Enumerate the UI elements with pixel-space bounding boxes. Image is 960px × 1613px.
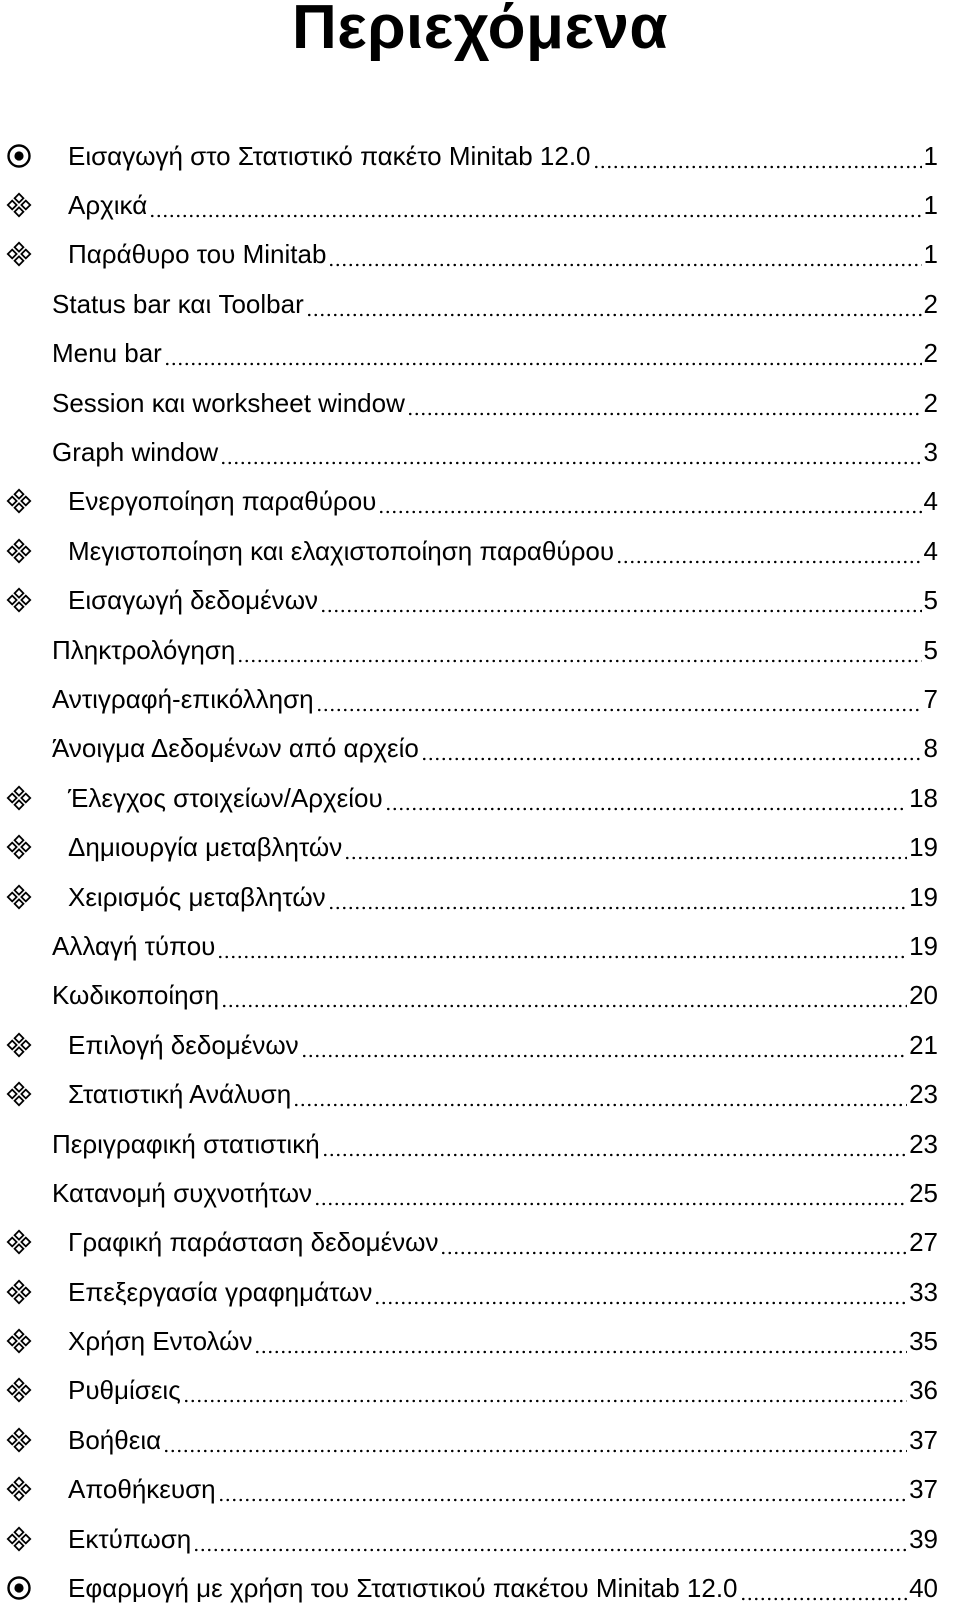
dot-leader — [218, 1473, 907, 1505]
subsection-bullet — [4, 1079, 34, 1109]
toc-entry-title: Menu bar — [52, 338, 162, 369]
four-diamond-bullet-icon — [6, 1081, 32, 1107]
toc-entry-body — [52, 329, 938, 378]
toc-entry[interactable] — [0, 625, 960, 674]
toc-entry-page-number: 5 — [923, 585, 938, 616]
toc-entry-title: Εισαγωγή δεδομένων — [68, 585, 319, 616]
subsection-bullet — [4, 486, 34, 516]
four-diamond-bullet-icon — [6, 587, 32, 613]
toc-entry-title: Στατιστική Ανάλυση — [68, 1079, 292, 1110]
dot-leader — [320, 584, 921, 616]
toc-entry-page-number: 4 — [923, 486, 938, 517]
toc-entry-page-number: 23 — [909, 1128, 938, 1159]
toc-entry-page-number: 27 — [909, 1227, 938, 1258]
toc-entry-title: Επιλογή δεδομένων — [68, 1029, 299, 1060]
toc-entry[interactable] — [0, 674, 960, 723]
toc-entry-page-number: 3 — [923, 437, 938, 468]
toc-entry-body — [68, 773, 938, 822]
dot-leader — [220, 436, 921, 468]
toc-entry[interactable] — [0, 773, 960, 822]
toc-entry-title: Πληκτρολόγηση — [52, 634, 236, 665]
toc-entry-body — [68, 1366, 938, 1415]
dot-leader — [221, 979, 907, 1011]
toc-entry[interactable] — [0, 724, 960, 773]
dot-leader — [407, 387, 922, 419]
toc-entry-page-number: 19 — [909, 832, 938, 863]
toc-entry-body — [68, 1465, 938, 1514]
toc-entry-page-number: 36 — [909, 1375, 938, 1406]
four-diamond-bullet-icon — [6, 241, 32, 267]
toc-entry[interactable] — [0, 329, 960, 378]
toc-entry-title: Status bar και Toolbar — [52, 288, 304, 319]
dot-leader — [344, 831, 907, 863]
toc-entry[interactable] — [0, 1366, 960, 1415]
dot-leader — [149, 189, 921, 221]
toc-entry-title: Αλλαγή τύπου — [52, 930, 216, 961]
toc-entry-body — [52, 674, 938, 723]
toc-entry[interactable] — [0, 1316, 960, 1365]
section-bullet — [4, 141, 34, 171]
toc-entry-title: Μεγιστοποίηση και ελαχιστοποίηση παραθύρου — [68, 535, 615, 566]
toc-entry-body — [52, 1119, 938, 1168]
dot-leader — [440, 1226, 907, 1258]
toc-entry-title: Επεξεργασία γραφημάτων — [68, 1276, 373, 1307]
dot-leader — [385, 782, 907, 814]
toc-entry[interactable] — [0, 1514, 960, 1563]
subsection-bullet — [4, 1277, 34, 1307]
toc-entry-title: Χειρισμός μεταβλητών — [68, 881, 326, 912]
four-diamond-bullet-icon — [6, 785, 32, 811]
toc-entry-body — [68, 1069, 938, 1118]
toc-entry-page-number: 1 — [923, 239, 938, 270]
toc-entry-body — [68, 1563, 938, 1612]
dot-leader — [237, 634, 921, 666]
toc-entry[interactable] — [0, 131, 960, 180]
toc-entry[interactable] — [0, 1069, 960, 1118]
toc-entry-title: Ενεργοποίηση παραθύρου — [68, 486, 377, 517]
toc-entry[interactable] — [0, 872, 960, 921]
dot-leader — [293, 1078, 907, 1110]
four-diamond-bullet-icon — [6, 884, 32, 910]
toc-entry-body — [68, 872, 938, 921]
toc-entry[interactable] — [0, 1168, 960, 1217]
section-bullet — [4, 1573, 34, 1603]
four-diamond-bullet-icon — [6, 1279, 32, 1305]
toc-entry[interactable] — [0, 576, 960, 625]
toc-entry-title: Session και worksheet window — [52, 387, 405, 418]
four-diamond-bullet-icon — [6, 1476, 32, 1502]
toc-entry-body — [68, 230, 938, 279]
toc-entry-title: Γραφική παράσταση δεδομένων — [68, 1227, 439, 1258]
toc-entry-body — [52, 971, 938, 1020]
toc-entry-body — [68, 822, 938, 871]
subsection-bullet — [4, 239, 34, 269]
toc-entry[interactable] — [0, 526, 960, 575]
dot-leader — [301, 1029, 907, 1061]
toc-entry-title: Βοήθεια — [68, 1424, 162, 1455]
toc-entry-page-number: 23 — [909, 1079, 938, 1110]
toc-entry-body — [68, 1218, 938, 1267]
toc-entry-title: Εισαγωγή στο Στατιστικό πακέτο Minitab 12.0 — [68, 140, 591, 171]
toc-entry-title: Κωδικοποίηση — [52, 980, 220, 1011]
dot-leader — [254, 1325, 907, 1357]
toc-entry-body — [68, 1514, 938, 1563]
dot-leader — [421, 732, 922, 764]
subsection-bullet — [4, 1227, 34, 1257]
toc-entry[interactable] — [0, 1119, 960, 1168]
dot-leader — [322, 1128, 907, 1160]
toc-entry-page-number: 19 — [909, 881, 938, 912]
toc-entry[interactable] — [0, 822, 960, 871]
subsection-bullet — [4, 585, 34, 615]
dot-leader — [593, 140, 922, 172]
target-circle-bullet-icon — [6, 1575, 32, 1601]
toc-entry-body — [52, 1168, 938, 1217]
toc-entry-title: Εκτύπωση — [68, 1523, 192, 1554]
toc-entry-body — [68, 1316, 938, 1365]
four-diamond-bullet-icon — [6, 1427, 32, 1453]
dot-leader — [328, 238, 921, 270]
dot-leader — [164, 337, 922, 369]
subsection-bullet — [4, 1474, 34, 1504]
toc-entry-page-number: 21 — [909, 1029, 938, 1060]
dot-leader — [314, 1177, 907, 1209]
toc-entry-title: Graph window — [52, 437, 219, 468]
dot-leader — [316, 683, 922, 715]
table-of-contents — [0, 131, 960, 1613]
four-diamond-bullet-icon — [6, 1328, 32, 1354]
toc-entry[interactable] — [0, 1267, 960, 1316]
toc-entry-page-number: 7 — [923, 683, 938, 714]
toc-entry-title: Έλεγχος στοιχείων/Αρχείου — [68, 782, 383, 813]
toc-entry-page-number: 39 — [909, 1523, 938, 1554]
toc-entry-page-number: 5 — [923, 634, 938, 665]
toc-entry-title: Κατανομή συχνοτήτων — [52, 1177, 313, 1208]
dot-leader — [193, 1523, 907, 1555]
toc-entry-page-number: 25 — [909, 1177, 938, 1208]
toc-entry-page-number: 1 — [923, 190, 938, 221]
four-diamond-bullet-icon — [6, 1526, 32, 1552]
subsection-bullet — [4, 1030, 34, 1060]
four-diamond-bullet-icon — [6, 488, 32, 514]
four-diamond-bullet-icon — [6, 1229, 32, 1255]
toc-entry[interactable] — [0, 477, 960, 526]
toc-entry-body — [68, 180, 938, 229]
toc-entry-body — [68, 576, 938, 625]
toc-entry-page-number: 2 — [923, 387, 938, 418]
toc-entry-body — [68, 1020, 938, 1069]
toc-entry-body — [52, 279, 938, 328]
subsection-bullet — [4, 190, 34, 220]
toc-entry[interactable] — [0, 1563, 960, 1612]
toc-entry-body — [52, 625, 938, 674]
page-title: Περιεχόμενα — [292, 0, 668, 62]
dot-leader — [740, 1572, 908, 1604]
subsection-bullet — [4, 1375, 34, 1405]
toc-entry-page-number: 2 — [923, 338, 938, 369]
toc-entry[interactable] — [0, 921, 960, 970]
dot-leader — [163, 1424, 907, 1456]
toc-entry-body — [52, 427, 938, 476]
toc-entry-title: Αντιγραφή-επικόλληση — [52, 683, 314, 714]
four-diamond-bullet-icon — [6, 1377, 32, 1403]
dot-leader — [183, 1374, 907, 1406]
toc-entry-page-number: 1 — [923, 140, 938, 171]
toc-entry-body — [68, 1415, 938, 1464]
toc-entry[interactable] — [0, 427, 960, 476]
dot-leader — [328, 881, 907, 913]
subsection-bullet — [4, 882, 34, 912]
toc-entry-body — [68, 1267, 938, 1316]
dot-leader — [378, 485, 921, 517]
toc-entry-title: Δημιουργία μεταβλητών — [68, 832, 343, 863]
toc-entry-body — [68, 477, 938, 526]
toc-entry-page-number: 19 — [909, 930, 938, 961]
toc-entry-page-number: 33 — [909, 1276, 938, 1307]
toc-entry-title: Χρήση Εντολών — [68, 1326, 253, 1357]
toc-entry-body — [68, 131, 938, 180]
subsection-bullet — [4, 1524, 34, 1554]
toc-entry[interactable] — [0, 1415, 960, 1464]
toc-entry-title: Ρυθμίσεις — [68, 1375, 181, 1406]
toc-entry-page-number: 37 — [909, 1424, 938, 1455]
toc-entry[interactable] — [0, 279, 960, 328]
toc-entry-title: Εφαρμογή με χρήση του Στατιστικού πακέτου Minitab 12.0 — [68, 1573, 738, 1604]
subsection-bullet — [4, 1326, 34, 1356]
subsection-bullet — [4, 1425, 34, 1455]
dot-leader — [217, 930, 907, 962]
four-diamond-bullet-icon — [6, 1032, 32, 1058]
toc-entry[interactable] — [0, 1218, 960, 1267]
toc-entry[interactable] — [0, 180, 960, 229]
toc-entry[interactable] — [0, 230, 960, 279]
toc-entry[interactable] — [0, 378, 960, 427]
dot-leader — [306, 288, 922, 320]
subsection-bullet — [4, 832, 34, 862]
dot-leader — [374, 1276, 907, 1308]
toc-entry-page-number: 35 — [909, 1326, 938, 1357]
dot-leader — [616, 535, 921, 567]
toc-entry-page-number: 20 — [909, 980, 938, 1011]
toc-entry-page-number: 37 — [909, 1474, 938, 1505]
toc-entry-body — [52, 724, 938, 773]
toc-entry-title: Περιγραφική στατιστική — [52, 1128, 320, 1159]
toc-entry-body — [68, 526, 938, 575]
toc-entry-body — [52, 921, 938, 970]
toc-entry-title: Αποθήκευση — [68, 1474, 216, 1505]
four-diamond-bullet-icon — [6, 538, 32, 564]
four-diamond-bullet-icon — [6, 834, 32, 860]
toc-entry-title: Παράθυρο του Minitab — [68, 239, 327, 270]
toc-entry[interactable] — [0, 1020, 960, 1069]
toc-entry-page-number: 2 — [923, 288, 938, 319]
toc-entry-page-number: 40 — [909, 1573, 938, 1604]
target-circle-bullet-icon — [6, 143, 32, 169]
toc-entry[interactable] — [0, 1465, 960, 1514]
toc-entry-title: Άνοιγμα Δεδομένων από αρχείο — [52, 733, 419, 764]
toc-entry-page-number: 18 — [909, 782, 938, 813]
subsection-bullet — [4, 536, 34, 566]
subsection-bullet — [4, 783, 34, 813]
toc-entry-page-number: 4 — [923, 535, 938, 566]
four-diamond-bullet-icon — [6, 192, 32, 218]
toc-entry[interactable] — [0, 971, 960, 1020]
toc-entry-title: Αρχικά — [68, 190, 148, 221]
toc-entry-page-number: 8 — [923, 733, 938, 764]
toc-entry-body — [52, 378, 938, 427]
